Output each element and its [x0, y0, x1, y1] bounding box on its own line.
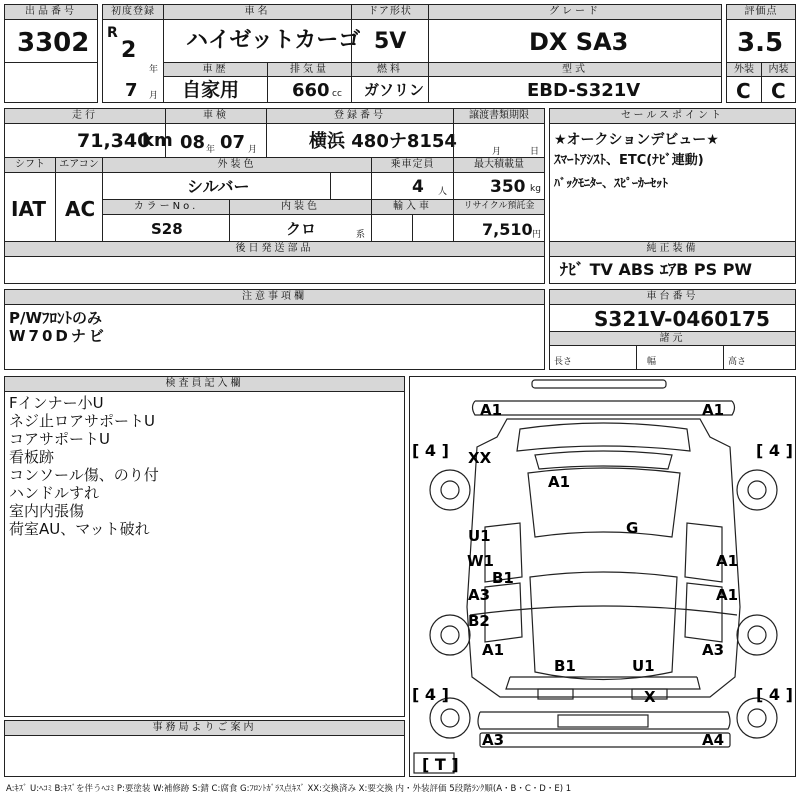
exterior-grade: C: [736, 79, 751, 103]
exterior-grade-cell: [726, 76, 762, 103]
chassis-label: 車台番号: [549, 289, 796, 305]
tire-depth: [ 4 ]: [756, 441, 793, 460]
capacity-label: 乗車定員: [371, 157, 454, 173]
max-load-cell: [453, 172, 545, 200]
sales-line: ﾊﾞｯｸﾓﾆﾀｰ、ｽﾋﾟｰｶｰｾｯﾄ: [554, 176, 669, 190]
displacement-cell: [267, 76, 352, 103]
inspection-month-unit: 月: [248, 145, 258, 155]
damage-mark: A1: [482, 641, 505, 659]
displacement: 660: [292, 80, 330, 101]
aircon-label: エアコン: [55, 157, 103, 173]
recycle-fee: 7,510: [482, 220, 533, 239]
fuel-cell: [351, 76, 429, 103]
door-type: 5V: [374, 29, 407, 54]
chassis-number: S321V-0460175: [594, 307, 770, 331]
first-registration-cell: [102, 19, 164, 103]
import-label: 輸入車: [371, 199, 454, 215]
plate-label: 登録番号: [266, 108, 454, 124]
aircon-cell: [55, 172, 103, 242]
damage-mark: U1: [468, 527, 491, 545]
inspector-line: ネジ止ロアサポートU: [9, 412, 155, 430]
history-cell: [163, 76, 268, 103]
era: R: [107, 25, 118, 41]
mileage-cell: [4, 123, 173, 158]
spare-tire: [ T ]: [422, 755, 459, 774]
recycle-label: リサイクル預託金: [453, 199, 545, 215]
first-registration-label: 初度登録: [102, 4, 164, 20]
damage-diagram: [409, 376, 796, 777]
grade: DX SA3: [529, 28, 629, 56]
damage-mark: B1: [492, 569, 514, 587]
month-unit: 月: [149, 91, 159, 101]
tire-depth-value: 4: [768, 685, 781, 704]
max-load-label: 最大積載量: [453, 157, 545, 173]
width-cell: [636, 345, 724, 370]
interior-color-cell: [229, 214, 372, 242]
shift-label: シフト: [4, 157, 56, 173]
inspection-year-unit: 年: [206, 145, 216, 155]
interior-color-unit: 系: [356, 230, 366, 240]
plate-cell: [266, 123, 457, 158]
displacement-label: 排気量: [267, 62, 352, 77]
interior-color-label: 内装色: [229, 199, 372, 215]
notes-line: P/Wﾌﾛﾝﾄのみ: [9, 309, 103, 327]
inspector-line: 室内内張傷: [9, 502, 85, 520]
body-color-cell: [102, 172, 331, 200]
body-color-label: 外装色: [102, 157, 372, 173]
height-cell: [723, 345, 796, 370]
inspector-line: コアサポートU: [9, 430, 110, 448]
damage-mark: B2: [468, 612, 490, 630]
max-load: 350: [490, 177, 526, 197]
fuel: ガソリン: [364, 81, 425, 99]
equipment: ﾅﾋﾞ TV ABS ｴｱB PS PW: [560, 260, 753, 279]
inspector-line: ハンドルすれ: [9, 484, 100, 502]
inspection-month: 07: [220, 132, 246, 153]
inspector-line: 荷室AU、マット破れ: [9, 520, 150, 538]
mileage-label: 走行: [4, 108, 166, 124]
office-notice-label: 事務局よりご案内: [4, 720, 405, 736]
sales-line: ★オークションデビュー★: [554, 132, 719, 148]
inspector-cell: [4, 391, 405, 717]
equipment-label: 純正装備: [549, 241, 796, 257]
lot-number-cell: [4, 19, 98, 63]
transfer-deadline-cell: [453, 123, 545, 158]
inspector-line: コンソール傷、のり付: [9, 466, 159, 484]
inspection-label: 車検: [165, 108, 267, 124]
recycle-unit: 円: [532, 230, 542, 240]
later-parts-cell: [4, 256, 545, 284]
tire-depth: [ 4 ]: [756, 685, 793, 704]
damage-mark: U1: [632, 657, 655, 675]
transfer-deadline-label: 譲渡書類期限: [453, 108, 545, 124]
length-cell: [549, 345, 637, 370]
sales-point-label: セールスポイント: [549, 108, 796, 124]
color-number-label: カラーNo.: [102, 199, 230, 215]
interior-grade-cell: [761, 76, 796, 103]
damage-mark: A3: [468, 586, 491, 604]
year-unit: 年: [149, 65, 159, 75]
shift: IAT: [11, 197, 47, 221]
notes-line: W70Dナビ: [9, 327, 107, 345]
damage-mark: A1: [702, 401, 725, 419]
damage-mark: A3: [482, 731, 505, 749]
damage-mark: A1: [480, 401, 503, 419]
legend: A:ｷｽﾞ U:ﾍｺﾐ B:ｷｽﾞを伴うﾍｺﾐ P:要塗装 W:補修跡 S:錆 C:腐食 G:ﾌﾛﾝﾄｶﾞﾗｽ点ｷｽﾞ XX:交換済み X:要交換 内・外装評価 5段階ﾗﾝｸ順(A・B・C・D・E) 1: [6, 784, 572, 794]
score-label: 評価点: [726, 4, 796, 20]
damage-mark: A1: [716, 586, 739, 604]
lot-number-label: 出品番号: [4, 4, 98, 20]
damage-mark: A1: [548, 473, 571, 491]
registration-year: 2: [121, 38, 137, 63]
van-outline: [410, 377, 797, 778]
model-code-cell: [428, 76, 722, 103]
import-cell-b: [412, 214, 454, 242]
aircon: AC: [65, 197, 96, 221]
score: 3.5: [737, 28, 784, 58]
inspector-line: Fインナー小U: [9, 394, 104, 412]
notes-label: 注意事項欄: [4, 289, 545, 305]
height-label: 高さ: [728, 357, 747, 367]
history: 自家用: [182, 79, 240, 101]
damage-mark: A4: [702, 731, 725, 749]
plate-number: 横浜 480ナ8154: [309, 131, 457, 152]
damage-mark: X: [644, 688, 656, 706]
chassis-cell: [549, 304, 796, 332]
spec-label: 諸元: [549, 331, 796, 346]
inspection-year: 08: [180, 132, 206, 153]
tire-depth-value: 4: [768, 441, 781, 460]
import-cell-a: [371, 214, 413, 242]
color-number-cell: [102, 214, 230, 242]
exterior-label: 外装: [726, 62, 762, 77]
grade-cell: [428, 19, 722, 63]
later-parts-label: 後日発送部品: [4, 241, 545, 257]
displacement-unit: cc: [332, 89, 342, 99]
lot-number: 3302: [17, 28, 90, 58]
history-label: 車歴: [163, 62, 268, 77]
office-notice-cell: [4, 735, 405, 777]
equipment-cell: [549, 256, 796, 284]
length-label: 長さ: [554, 357, 573, 367]
sales-line: ｽﾏｰﾄｱｼｽﾄ、ETC(ﾅﾋﾞ連動): [554, 153, 704, 168]
score-cell: [726, 19, 796, 63]
interior-grade: C: [771, 79, 786, 103]
shift-cell: [4, 172, 56, 242]
car-name: ハイゼットカーゴ: [186, 28, 361, 53]
grade-label: グレード: [428, 4, 722, 20]
mileage-unit: km: [142, 130, 173, 151]
color-number: S28: [151, 220, 183, 238]
notes-cell: [4, 304, 545, 370]
capacity: 4: [412, 177, 424, 197]
car-name-label: 車名: [163, 4, 352, 20]
damage-mark: W1: [467, 552, 494, 570]
model-code: EBD-S321V: [527, 80, 641, 101]
damage-mark: G: [626, 519, 639, 537]
inspector-label: 検査員記入欄: [4, 376, 405, 392]
max-load-unit: kg: [530, 184, 541, 194]
model-code-label: 型式: [428, 62, 722, 77]
fuel-label: 燃料: [351, 62, 429, 77]
tire-depth: [ 4 ]: [412, 685, 449, 704]
interior-color: クロ: [286, 220, 317, 238]
door-type-label: ドア形状: [351, 4, 429, 20]
capacity-cell: [371, 172, 454, 200]
door-type-cell: [351, 19, 429, 63]
tire-depth-value: 4: [424, 685, 437, 704]
registration-month: 7: [125, 80, 138, 101]
transfer-month-unit: 月: [492, 147, 502, 157]
inspector-line: 看板跡: [9, 448, 55, 466]
damage-mark: XX: [468, 449, 492, 467]
damage-mark: B1: [554, 657, 576, 675]
capacity-unit: 人: [438, 187, 448, 197]
interior-label: 内装: [761, 62, 796, 77]
transfer-day-unit: 日: [530, 147, 540, 157]
damage-mark: A3: [702, 641, 725, 659]
car-name-cell: [163, 19, 361, 63]
body-color-extra-cell: [330, 172, 372, 200]
sales-point-cell: [549, 123, 796, 242]
body-color: シルバー: [187, 177, 250, 196]
spare-tire-value: T: [434, 755, 446, 774]
damage-mark: A1: [716, 552, 739, 570]
tire-depth: [ 4 ]: [412, 441, 449, 460]
recycle-cell: [453, 214, 545, 242]
lot-blank-cell: [4, 62, 98, 103]
inspection-cell: [165, 123, 267, 158]
mileage: 71,340: [77, 130, 151, 152]
width-label: 幅: [647, 357, 657, 367]
tire-depth-value: 4: [424, 441, 437, 460]
